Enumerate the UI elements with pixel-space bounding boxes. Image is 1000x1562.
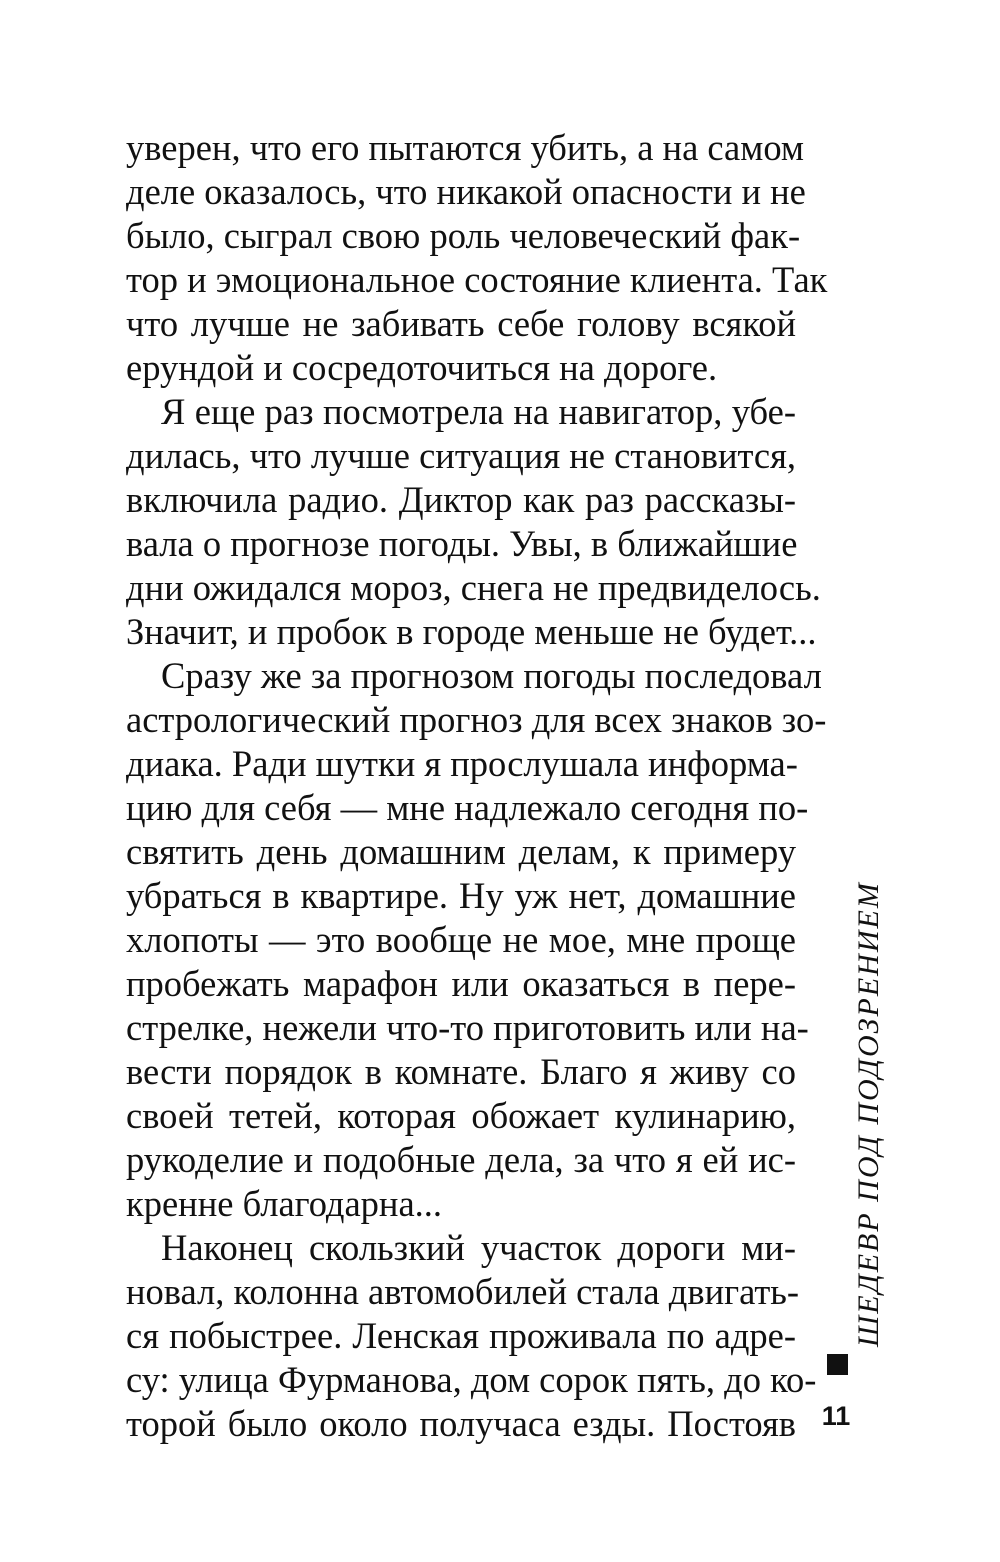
page-number: 11	[821, 1401, 851, 1431]
text-line: уверен, что его пытаются убить, а на самом	[126, 127, 804, 168]
text-line: убраться в квартире. Ну уж нет, домашние	[126, 875, 796, 916]
body-text	[126, 126, 828, 1446]
text-line: включила радио. Диктор как раз рассказы-	[126, 479, 796, 520]
running-head-title: ШЕДЕВР ПОД ПОДОЗРЕНИЕМ	[852, 881, 885, 1347]
text-line: что лучше не забивать себе голову всякой	[126, 303, 796, 344]
text-line: ерундой и сосредоточиться на дороге.	[126, 347, 718, 388]
text-line: Наконец скользкий участок дороги ми-	[161, 1227, 796, 1268]
text-line: рукоделие и подобные дела, за что я ей ис-	[126, 1139, 796, 1180]
text-line: диака. Ради шутки я прослушала информа-	[126, 743, 798, 784]
text-line: кренне благодарна...	[126, 1183, 443, 1224]
text-line: пробежать марафон или оказаться в пере-	[126, 963, 796, 1004]
paragraph-3	[126, 654, 827, 1226]
text-line: астрологический прогноз для всех знаков зо-	[126, 699, 827, 740]
text-line: тор и эмоциональное состояние клиента. Так	[126, 259, 828, 300]
text-line: торой было около получаса езды. Постояв	[126, 1403, 796, 1444]
text-line: су: улица Фурманова, дом сорок пять, до ко-	[126, 1359, 817, 1400]
text-line: Сразу же за прогнозом погоды последовал	[161, 655, 822, 696]
text-line: дилась, что лучше ситуация не становится,	[126, 435, 796, 476]
text-line: цию для себя — мне надлежало сегодня по-	[126, 787, 809, 828]
text-line: деле оказалось, что никакой опасности и не	[126, 171, 806, 212]
text-line: ся побыстрее. Ленская проживала по адре-	[126, 1315, 796, 1356]
paragraph-1	[126, 126, 828, 390]
text-line: вала о прогнозе погоды. Увы, в ближайшие	[126, 523, 798, 564]
square-marker-icon	[827, 1354, 848, 1375]
text-line: Значит, и пробок в городе меньше не будет...	[126, 611, 817, 652]
text-line: было, сыграл свою роль человеческий фак-	[126, 215, 801, 256]
text-line: своей тетей, которая обожает кулинарию,	[126, 1095, 796, 1136]
text-line: Я еще раз посмотрела на навигатор, убе-	[161, 391, 796, 432]
text-line: хлопоты — это вообще не мое, мне проще	[126, 919, 796, 960]
text-line: святить день домашним делам, к примеру	[126, 831, 796, 872]
text-line: новал, колонна автомобилей стала двигать-	[126, 1271, 800, 1312]
text-line: стрелке, нежели что-то приготовить или на-	[126, 1007, 809, 1048]
paragraph-2	[126, 390, 821, 654]
text-line: дни ожидался мороз, снега не предвиделось.	[126, 567, 821, 608]
paragraph-4	[126, 1226, 817, 1446]
text-line: вести порядок в комнате. Благо я живу со	[126, 1051, 796, 1092]
